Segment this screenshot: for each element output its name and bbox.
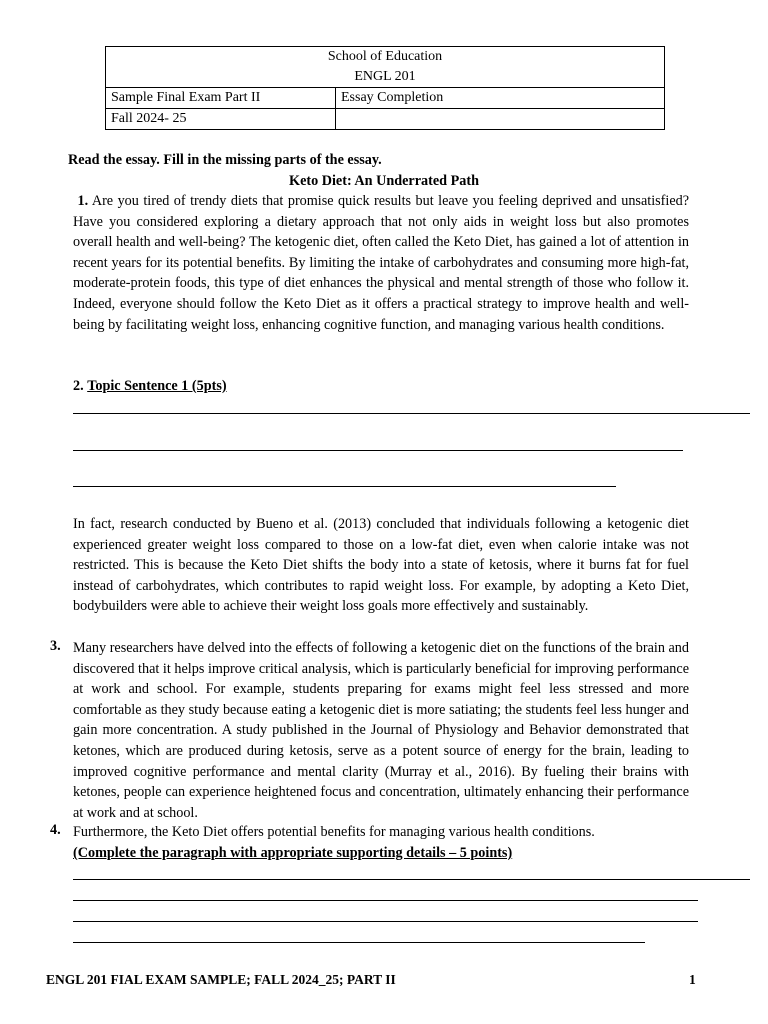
paragraph-4-text: Furthermore, the Keto Diet offers potential benefits for managing various health conditions. [73, 824, 595, 840]
exam-type-cell: Essay Completion [336, 88, 665, 109]
paragraph-1 [73, 191, 689, 335]
answer-line-topic-3[interactable] [73, 486, 616, 487]
paragraph-1-text: Are you tired of trendy diets that promise quick results but leave you feeling deprived and unsatisfied? Have you considered exploring a dietary approach that not only aids in weight loss but also promotes overall health and well-being? The ketogenic diet, often called the Keto Diet, has gained a lot of attention in recent years for its potential benefits. By limiting the intake of carbohydrates and consuming more high-fat, moderate-protein foods, this type of diet enhances the physical and mental strength of those who follow it. Indeed, everyone should follow the Keto Diet as it offers a practical strategy to improve health and well-being by facilitating weight loss, enhancing cognitive function, and managing various health conditions. [73, 193, 690, 333]
exam-part-cell: Sample Final Exam Part II [106, 88, 336, 109]
paragraph-3-number: 3. [50, 638, 61, 654]
essay-title: Keto Diet: An Underrated Path [289, 173, 479, 189]
empty-cell [336, 109, 665, 130]
instructions: Read the essay. Fill in the missing parts of the essay. [68, 152, 382, 168]
answer-line-topic-1[interactable] [73, 413, 750, 414]
answer-line-topic-2[interactable] [73, 450, 683, 451]
semester-cell: Fall 2024- 25 [106, 109, 336, 130]
section-2-number: 2. [73, 378, 84, 394]
exam-header-table [105, 46, 665, 130]
paragraph-3-text: Many researchers have delved into the effects of following a ketogenic diet on the functions of the brain and discovered that it helps improve critical analysis, which is particularly beneficial for improving performance at work and school. For example, students preparing for exams might feel less stressed and more comfortable as they study because eating a ketogenic diet is more satiating; the students feel less hunger and gain more concentration. A study published in the Journal of Physiology and Behavior demonstrated that ketones, which are produced during ketosis, serve as a potent source of energy for the brain, leading to improved cognitive performance and mental clarity (Murray et al., 2016). By fueling their brains with ketones, people can experience heightened focus and concentration, ultimately enhancing their performance at work and at school. [73, 640, 689, 821]
paragraph-2-body: In fact, research conducted by Bueno et al. (2013) concluded that individuals following a ketogenic diet experienced greater weight loss compared to those on a low-fat diet, even when calorie intake was not restricted. This is because the Keto Diet shifts the body into a state of ketosis, where it burns fat for fuel instead of carbohydrates, which contributes to rapid weight loss. For example, by adopting a Keto Diet, bodybuilders were able to achieve their weight loss goals more effectively and sustainably. [73, 516, 689, 615]
paragraph-4-instruction: (Complete the paragraph with appropriate supporting details – 5 points) [73, 845, 513, 861]
answer-line-details-2[interactable] [73, 900, 698, 901]
topic-sentence-label: Topic Sentence 1 (5pts) [87, 378, 227, 394]
course-code: ENGL 201 [354, 69, 416, 84]
footer-text: ENGL 201 FIAL EXAM SAMPLE; FALL 2024_25; PART II [46, 972, 396, 987]
answer-line-details-3[interactable] [73, 921, 698, 922]
page-number: 1 [689, 972, 696, 987]
section-2-heading [73, 378, 227, 395]
header-title-cell [106, 47, 665, 88]
paragraph-1-number: 1. [77, 193, 89, 209]
answer-line-details-4[interactable] [73, 942, 645, 943]
paragraph-4-number: 4. [50, 822, 61, 838]
answer-line-details-1[interactable] [73, 879, 750, 880]
school-name: School of Education [327, 49, 443, 64]
